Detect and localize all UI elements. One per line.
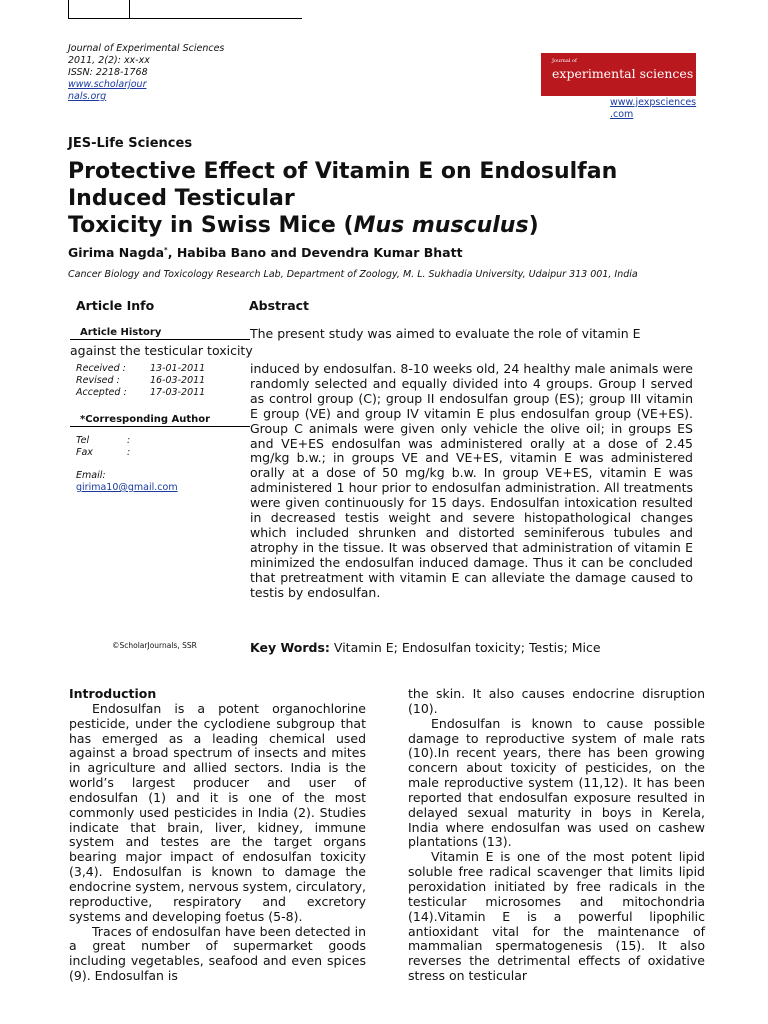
site-link-line1[interactable]: www.jexpsciences xyxy=(610,97,697,108)
journal-url-link-cont[interactable]: nals.org xyxy=(68,91,107,102)
site-link-line2[interactable]: .com xyxy=(610,109,634,120)
email-link[interactable]: girima10@gmail.com xyxy=(76,482,178,493)
paragraph: Endosulfan is a potent organochlorine pesticide, under the cyclodiene subgroup that has emerged as a leading chemical used against a broad spectrum of insects and mites in agriculture and allied sectors. India is the world’s largest producer and user of endosulfan (1) and it is one of the most commonly used pesticides in India (2). Studies indicate that brain, liver, kidney, immune system and testes are the target organs bearing major impact of endosulfan toxicity (3,4). Endosulfan is known to damage the endocrine system, nervous system, circulatory, reproductive, respiratory and excretory systems and developing foetus (5-8). xyxy=(69,700,366,924)
date-row xyxy=(76,387,205,399)
title-line: Protective Effect of Vitamin E on Endosulfan xyxy=(68,159,618,184)
abstract-first-line: The present study was aimed to evaluate the role of vitamin E xyxy=(250,326,641,341)
title-text: Toxicity in Swiss Mice ( xyxy=(68,213,354,238)
abstract-body: induced by endosulfan. 8-10 weeks old, 24 healthy male animals were randomly selected and equally divided into 4 groups. Group I served as control group (C); group II endosulfan group (ES); group III vitamin E group (VE) and group IV vitamin E plus endosulfan group (VE+ES). Group C animals were given only vehicle the olive oil; in groups ES and VE+ES endosulfan was administered orally at a dose of 2.45 mg/kg b.w.; in groups VE and VE+ES, vitamin E was administered orally at a dose of 50 mg/kg b.w. In group VE+ES, vitamin E was administered 1 hour prior to endosulfan administration. All treatments were given continuously for 15 days. Endosulfan intoxication resulted in decreased testis weight and severe histopathological changes which included shrunken and distorted seminiferous tubules and atrophy in the tissue. It was observed that administration of vitamin E minimized the endosulfan induced damage. Thus it can be concluded that pretreatment with vitamin E can alleviate the damage caused to testis by endosulfan. xyxy=(250,361,693,600)
species-name: Mus musculus xyxy=(353,213,529,238)
author-first: Girima Nagda xyxy=(68,245,165,260)
paragraph: Endosulfan is known to cause possible damage to reproductive system of male rats (10).In recent years, there has been growing concern about toxicity of pesticides, on the male reproductive system (11,12). It has been reported that endosulfan exposure resulted in delayed sexual maturity in boys in Kerela, India where endosulfan was used on cashew plantations (13). xyxy=(408,715,705,850)
email-label: Email: xyxy=(76,470,106,481)
copyright-notice: ©ScholarJournals, SSR xyxy=(112,641,197,650)
section-label: JES-Life Sciences xyxy=(68,136,193,151)
date-value: 16-03-2011 xyxy=(150,375,206,386)
header-rule xyxy=(68,18,302,19)
abstract-heading: Abstract xyxy=(249,298,310,313)
journal-volume: 2011, 2(2): xx-xx xyxy=(68,55,150,66)
title-line xyxy=(68,212,708,239)
corresponding-author-heading: *Corresponding Author xyxy=(70,414,250,427)
date-value: 17-03-2011 xyxy=(150,387,206,398)
history-dates xyxy=(76,363,205,399)
logo-small-text: Journal of xyxy=(552,58,577,64)
tel-label: Tel xyxy=(76,435,90,446)
abstract-second-line: against the testicular toxicity xyxy=(70,343,253,358)
journal-site-link[interactable] xyxy=(610,97,696,121)
date-row xyxy=(76,375,205,387)
affiliation: Cancer Biology and Toxicology Research Lab, Department of Zoology, M. L. Sukhadia University, Udaipur 313 001, India xyxy=(68,269,638,280)
author-list xyxy=(68,245,463,260)
journal-citation xyxy=(68,43,224,103)
author-rest: , Habiba Bano and Devendra Kumar Bhatt xyxy=(167,245,463,260)
date-label: Revised : xyxy=(76,375,120,386)
title-line: Induced Testicular xyxy=(68,186,295,211)
date-label: Received : xyxy=(76,363,126,374)
paper-title xyxy=(68,158,708,239)
title-text: ) xyxy=(528,213,539,238)
article-history-heading: Article History xyxy=(70,327,250,340)
fax-colon: : xyxy=(127,447,131,458)
paragraph: Vitamin E is one of the most potent lipid soluble free radical scavenger that limits lipid peroxidation initiated by free radicals in the testicular microsomes and mitochondria (14).Vitamin E is a powerful lipophilic antioxidant vital for the maintenance of mammalian spermatogenesis (15). It also reverses the detrimental effects of oxidative stress on testicular xyxy=(408,849,705,984)
corresponding-mark: * xyxy=(164,245,168,254)
date-row xyxy=(76,363,205,375)
date-value: 13-01-2011 xyxy=(150,363,206,374)
tel-colon: : xyxy=(127,435,131,446)
keywords-value: Vitamin E; Endosulfan toxicity; Testis; Mice xyxy=(333,640,601,655)
date-label: Accepted : xyxy=(76,387,127,398)
header-rule-tick xyxy=(68,0,69,18)
article-info-heading: Article Info xyxy=(76,298,155,313)
intro-right-column xyxy=(408,687,705,984)
keywords xyxy=(250,640,601,655)
paragraph: Traces of endosulfan have been detected in a great number of supermarket goods including vegetables, seafood and even spices (9). Endosulfan is xyxy=(69,923,366,984)
journal-logo xyxy=(541,53,696,96)
journal-issn: ISSN: 2218-1768 xyxy=(68,67,148,78)
journal-url-link[interactable]: www.scholarjour xyxy=(68,79,147,90)
contact-details xyxy=(76,435,130,459)
header-rule-tick xyxy=(129,0,130,18)
logo-main-text: experimental sciences xyxy=(552,66,694,81)
intro-left-column xyxy=(69,687,366,984)
fax-label: Fax xyxy=(76,447,93,458)
tel-row xyxy=(76,435,130,447)
keywords-label: Key Words: xyxy=(250,640,330,655)
introduction-heading: Introduction xyxy=(69,686,157,701)
journal-name: Journal of Experimental Sciences xyxy=(68,43,225,54)
paragraph: the skin. It also causes endocrine disruption (10). xyxy=(408,686,705,716)
fax-row xyxy=(76,447,130,459)
